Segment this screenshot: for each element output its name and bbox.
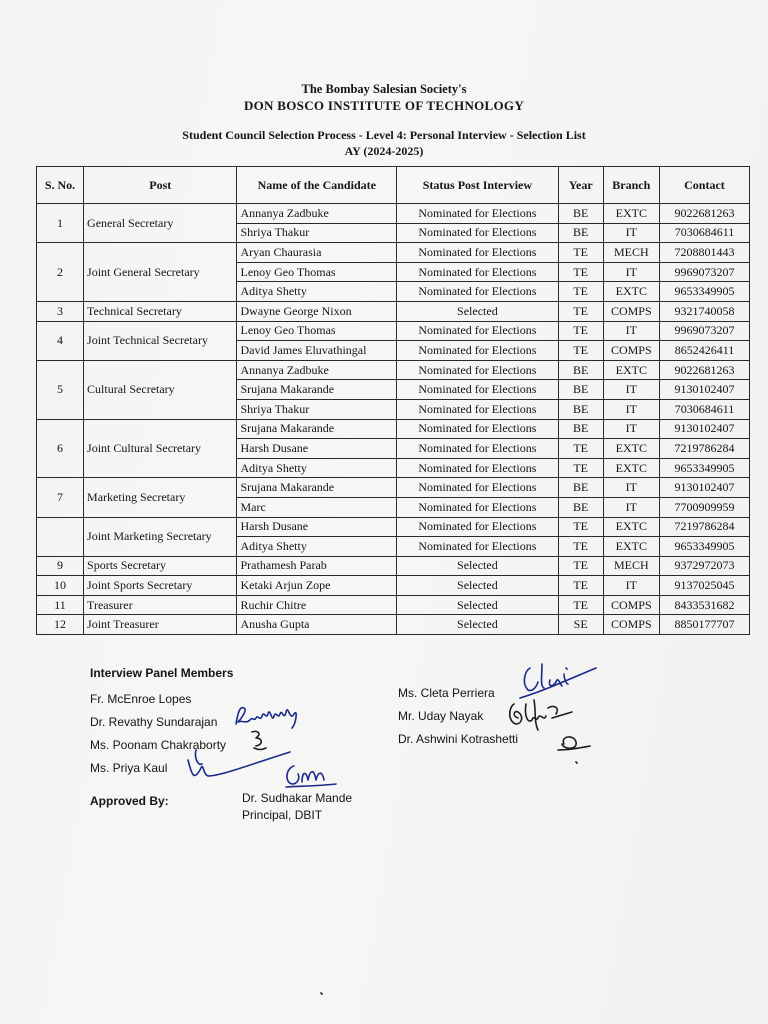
cell-status: Nominated for Elections <box>397 360 559 380</box>
cell-branch: EXTC <box>603 204 659 224</box>
cell-year: BE <box>558 497 603 517</box>
cell-branch: IT <box>603 223 659 243</box>
cell-post: Joint Cultural Secretary <box>84 419 237 478</box>
cell-status: Nominated for Elections <box>397 439 559 459</box>
cell-year: BE <box>558 399 603 419</box>
cell-status: Selected <box>397 615 559 635</box>
panel-member: Dr. Ashwini Kotrashetti <box>398 732 519 746</box>
cell-name: Lenoy Geo Thomas <box>237 321 397 341</box>
cell-status: Selected <box>397 595 559 615</box>
cell-status: Nominated for Elections <box>397 204 559 224</box>
panel-title: Interview Panel Members <box>90 666 234 680</box>
cell-year: TE <box>558 517 603 537</box>
cell-sno: 10 <box>37 576 84 596</box>
cell-contact: 8850177707 <box>659 615 749 635</box>
document-header <box>0 82 768 159</box>
cell-name: Aditya Shetty <box>237 458 397 478</box>
cell-year: TE <box>558 262 603 282</box>
cell-post: Technical Secretary <box>84 301 237 321</box>
cell-branch: EXTC <box>603 537 659 557</box>
cell-status: Nominated for Elections <box>397 223 559 243</box>
academic-year: AY (2024-2025) <box>344 144 424 158</box>
table-header-row <box>37 167 750 204</box>
cell-status: Selected <box>397 301 559 321</box>
cell-year: TE <box>558 439 603 459</box>
cell-contact: 7700909959 <box>659 497 749 517</box>
cell-year: TE <box>558 458 603 478</box>
cell-year: TE <box>558 282 603 302</box>
cell-branch: MECH <box>603 243 659 263</box>
institute-name: DON BOSCO INSTITUTE OF TECHNOLOGY <box>243 98 525 113</box>
cell-name: Aditya Shetty <box>237 537 397 557</box>
cell-post: Joint Treasurer <box>84 615 237 635</box>
cell-status: Selected <box>397 556 559 576</box>
cell-name: Prathamesh Parab <box>237 556 397 576</box>
cell-name: Dwayne George Nixon <box>237 301 397 321</box>
principal-block <box>242 790 352 824</box>
cell-post: Joint General Secretary <box>84 243 237 302</box>
cell-branch: EXTC <box>603 458 659 478</box>
cell-contact: 8652426411 <box>659 341 749 361</box>
header-name: Name of the Candidate <box>237 167 397 204</box>
table-row <box>37 301 750 321</box>
panel-member: Fr. McEnroe Lopes <box>90 692 192 706</box>
cell-name: Shriya Thakur <box>237 223 397 243</box>
cell-branch: MECH <box>603 556 659 576</box>
cell-sno: 12 <box>37 615 84 635</box>
header-year: Year <box>558 167 603 204</box>
cell-branch: EXTC <box>603 282 659 302</box>
cell-branch: EXTC <box>603 517 659 537</box>
cell-year: BE <box>558 380 603 400</box>
cell-status: Nominated for Elections <box>397 282 559 302</box>
cell-year: TE <box>558 556 603 576</box>
cell-sno: 5 <box>37 360 84 419</box>
cell-contact: 9653349905 <box>659 537 749 557</box>
cell-name: Ketaki Arjun Zope <box>237 576 397 596</box>
cell-name: Shriya Thakur <box>237 399 397 419</box>
cell-post: Cultural Secretary <box>84 360 237 419</box>
cell-status: Nominated for Elections <box>397 341 559 361</box>
cell-year: BE <box>558 478 603 498</box>
cell-contact: 9130102407 <box>659 380 749 400</box>
cell-branch: COMPS <box>603 301 659 321</box>
cell-contact: 9130102407 <box>659 419 749 439</box>
cell-contact: 9653349905 <box>659 458 749 478</box>
cell-branch: COMPS <box>603 595 659 615</box>
table-row <box>37 360 750 380</box>
cell-branch: COMPS <box>603 341 659 361</box>
principal-name: Dr. Sudhakar Mande <box>242 791 353 805</box>
table-row <box>37 204 750 224</box>
cell-branch: IT <box>603 478 659 498</box>
cell-branch: IT <box>603 380 659 400</box>
cell-year: TE <box>558 341 603 361</box>
header-contact: Contact <box>659 167 749 204</box>
society-name: The Bombay Salesian Society's <box>301 82 467 96</box>
table-row <box>37 595 750 615</box>
cell-year: TE <box>558 595 603 615</box>
cell-sno: 2 <box>37 243 84 302</box>
cell-name: Aryan Chaurasia <box>237 243 397 263</box>
cell-year: BE <box>558 223 603 243</box>
cell-branch: IT <box>603 419 659 439</box>
cell-status: Nominated for Elections <box>397 419 559 439</box>
cell-sno: 4 <box>37 321 84 360</box>
signature-principal <box>282 760 340 790</box>
cell-year: BE <box>558 360 603 380</box>
cell-name: David James Eluvathingal <box>237 341 397 361</box>
cell-contact: 7030684611 <box>659 223 749 243</box>
signature-ashwini <box>554 728 594 768</box>
header-sno: S. No. <box>37 167 84 204</box>
panel-member: Ms. Poonam Chakraborty <box>90 738 227 752</box>
cell-status: Nominated for Elections <box>397 517 559 537</box>
cell-year: TE <box>558 243 603 263</box>
cell-name: Marc <box>237 497 397 517</box>
cell-contact: 9022681263 <box>659 204 749 224</box>
cell-name: Anusha Gupta <box>237 615 397 635</box>
signature-priya <box>186 736 294 786</box>
cell-sno: 9 <box>37 556 84 576</box>
cell-branch: IT <box>603 321 659 341</box>
cell-branch: EXTC <box>603 439 659 459</box>
cell-branch: IT <box>603 262 659 282</box>
principal-designation: Principal, DBIT <box>242 808 323 822</box>
table-body <box>37 204 750 635</box>
cell-contact: 9022681263 <box>659 360 749 380</box>
header-post: Post <box>84 167 237 204</box>
cell-branch: IT <box>603 399 659 419</box>
cell-year: TE <box>558 537 603 557</box>
cell-contact: 7219786284 <box>659 439 749 459</box>
cell-contact: 9137025045 <box>659 576 749 596</box>
approved-by-label: Approved By: <box>90 794 169 808</box>
table-row <box>37 517 750 537</box>
cell-name: Srujana Makarande <box>237 380 397 400</box>
table-row <box>37 321 750 341</box>
cell-contact: 9321740058 <box>659 301 749 321</box>
cell-name: Annanya Zadbuke <box>237 360 397 380</box>
cell-name: Ruchir Chitre <box>237 595 397 615</box>
cell-sno <box>37 517 84 556</box>
cell-sno: 3 <box>37 301 84 321</box>
cell-branch: COMPS <box>603 615 659 635</box>
cell-name: Harsh Dusane <box>237 439 397 459</box>
cell-status: Nominated for Elections <box>397 458 559 478</box>
cell-name: Srujana Makarande <box>237 419 397 439</box>
cell-year: BE <box>558 204 603 224</box>
table-row <box>37 556 750 576</box>
header-status: Status Post Interview <box>397 167 559 204</box>
cell-year: SE <box>558 615 603 635</box>
cell-name: Lenoy Geo Thomas <box>237 262 397 282</box>
cell-status: Nominated for Elections <box>397 321 559 341</box>
cell-year: TE <box>558 321 603 341</box>
table-row <box>37 243 750 263</box>
cell-status: Nominated for Elections <box>397 380 559 400</box>
cell-name: Srujana Makarande <box>237 478 397 498</box>
cell-year: TE <box>558 576 603 596</box>
cell-sno: 7 <box>37 478 84 517</box>
table-row <box>37 576 750 596</box>
cell-status: Selected <box>397 576 559 596</box>
cell-post: Treasurer <box>84 595 237 615</box>
header-branch: Branch <box>603 167 659 204</box>
panel-member: Ms. Cleta Perriera <box>398 686 495 700</box>
cell-status: Nominated for Elections <box>397 537 559 557</box>
table-row <box>37 615 750 635</box>
interview-panel-right <box>398 682 518 751</box>
cell-contact: 9653349905 <box>659 282 749 302</box>
cell-contact: 7030684611 <box>659 399 749 419</box>
cell-name: Harsh Dusane <box>237 517 397 537</box>
document-title: Student Council Selection Process - Level 4: Personal Interview - Selection List <box>182 128 586 142</box>
cell-contact: 9969073207 <box>659 321 749 341</box>
panel-member: Mr. Uday Nayak <box>398 709 484 723</box>
cell-year: BE <box>558 419 603 439</box>
cell-name: Aditya Shetty <box>237 282 397 302</box>
panel-member: Ms. Priya Kaul <box>90 761 168 775</box>
cell-contact: 7219786284 <box>659 517 749 537</box>
cell-status: Nominated for Elections <box>397 262 559 282</box>
cell-contact: 7208801443 <box>659 243 749 263</box>
cell-sno: 6 <box>37 419 84 478</box>
cell-branch: IT <box>603 497 659 517</box>
cell-contact: 8433531682 <box>659 595 749 615</box>
table-row <box>37 419 750 439</box>
cell-post: Marketing Secretary <box>84 478 237 517</box>
cell-status: Nominated for Elections <box>397 497 559 517</box>
cell-status: Nominated for Elections <box>397 399 559 419</box>
cell-post: Joint Technical Secretary <box>84 321 237 360</box>
cell-name: Annanya Zadbuke <box>237 204 397 224</box>
cell-post: General Secretary <box>84 204 237 243</box>
cell-contact: 9130102407 <box>659 478 749 498</box>
cell-status: Nominated for Elections <box>397 243 559 263</box>
cell-status: Nominated for Elections <box>397 478 559 498</box>
cell-post: Sports Secretary <box>84 556 237 576</box>
panel-member: Dr. Revathy Sundarajan <box>90 715 218 729</box>
cell-branch: IT <box>603 576 659 596</box>
cell-year: TE <box>558 301 603 321</box>
cell-sno: 11 <box>37 595 84 615</box>
cell-branch: EXTC <box>603 360 659 380</box>
cell-contact: 9969073207 <box>659 262 749 282</box>
cell-post: Joint Marketing Secretary <box>84 517 237 556</box>
table-row <box>37 478 750 498</box>
cell-post: Joint Sports Secretary <box>84 576 237 596</box>
cell-contact: 9372972073 <box>659 556 749 576</box>
selection-table <box>36 166 750 635</box>
cell-sno: 1 <box>37 204 84 243</box>
signature-mark <box>318 990 326 998</box>
